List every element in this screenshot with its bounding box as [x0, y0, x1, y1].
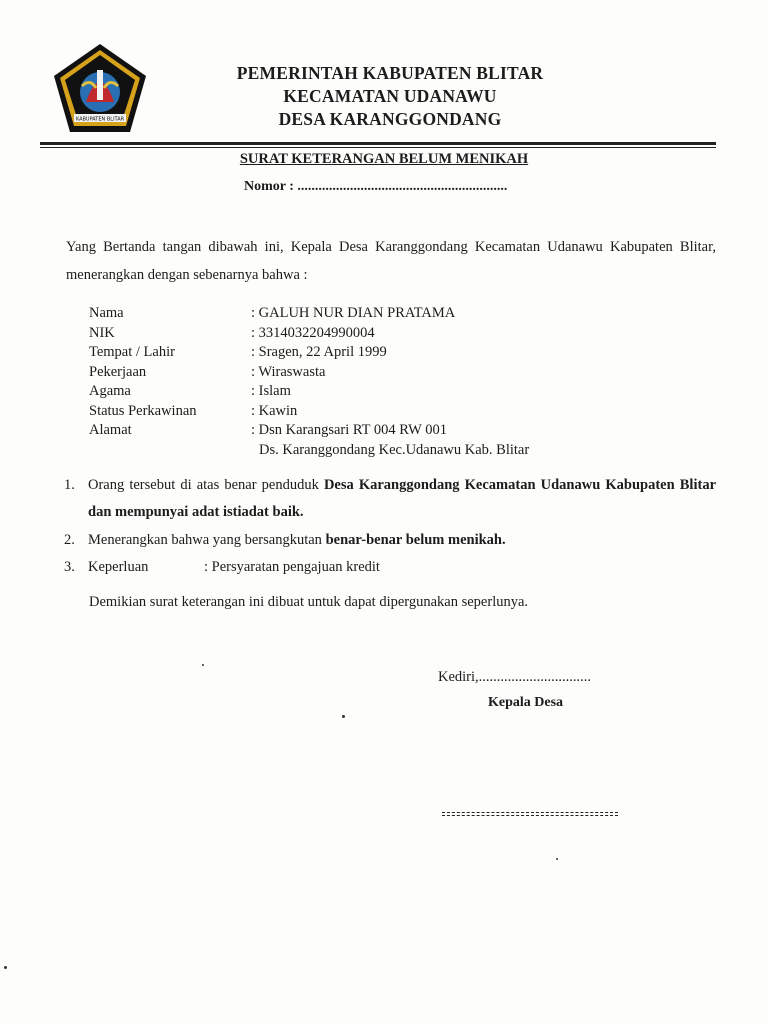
statement-list — [64, 472, 716, 581]
list-number: 2. — [64, 532, 75, 548]
purpose-value: : Persyaratan pengajuan kredit — [204, 559, 380, 575]
letterhead-line-3: DESA KARANGGONDANG — [278, 109, 502, 129]
list-item — [64, 527, 716, 554]
field-value: : Sragen, 22 April 1999 — [251, 344, 387, 360]
intro-paragraph: Yang Bertanda tangan dibawah ini, Kepala Desa Karanggondang Kecamatan Udanawu Kabupaten Blitar, menerangkan dengan sebenarnya bahwa : — [66, 239, 716, 283]
list-number: 1. — [64, 477, 75, 493]
letterhead — [190, 62, 590, 131]
field-value: : 3314032204990004 — [251, 324, 375, 341]
document-title-text: SURAT KETERANGAN BELUM MENIKAH — [239, 151, 529, 167]
scan-speck — [4, 966, 7, 969]
document-title — [0, 151, 768, 168]
place-date: Kediri,............................... — [438, 669, 592, 685]
field-value: : GALUH NUR DIAN PRATAMA — [251, 305, 456, 321]
statement-text: Orang tersebut di atas benar penduduk — [88, 477, 324, 493]
statement-text: Menerangkan bahwa yang bersangkutan — [88, 532, 326, 548]
field-label: Status Perkawinan — [89, 402, 197, 419]
letterhead-rule-thin — [40, 147, 716, 148]
letterhead-line-2: KECAMATAN UDANAWU — [283, 86, 497, 106]
document-number: Nomor : ............................................................ — [244, 179, 508, 194]
regency-emblem-icon — [52, 42, 148, 134]
signatory-position: Kepala Desa — [488, 695, 564, 710]
field-label: Pekerjaan — [89, 363, 147, 380]
field-value: : Islam — [251, 383, 291, 399]
list-item — [64, 554, 716, 581]
emblem-caption: KABUPATEN BLITAR — [75, 116, 125, 123]
statement-bold-text: benar-benar belum menikah. — [325, 532, 506, 548]
field-label: NIK — [89, 324, 115, 341]
closing-paragraph: Demikian surat keterangan ini dibuat untuk dapat dipergunakan seperlunya. — [89, 594, 529, 610]
letterhead-line-1: PEMERINTAH KABUPATEN BLITAR — [236, 63, 544, 83]
field-label: Agama — [89, 383, 131, 399]
field-value: Ds. Karanggondang Kec.Udanawu Kab. Blitar — [259, 441, 530, 458]
signature-line — [442, 812, 618, 816]
statement-bold-text: Desa Karanggondang Kecamatan Udanawu Kabupaten Blitar dan mempunyai adat istiadat baik. — [88, 477, 716, 520]
field-value: : Kawin — [251, 402, 298, 419]
field-value: : Dsn Karangsari RT 004 RW 001 — [251, 422, 447, 438]
field-label: Nama — [89, 305, 124, 321]
scan-speck — [556, 858, 558, 860]
list-item — [64, 472, 716, 526]
scan-speck — [342, 715, 345, 718]
field-label: Tempat / Lahir — [89, 344, 175, 360]
field-label: Alamat — [89, 422, 132, 438]
purpose-label: Keperluan — [88, 559, 149, 575]
scan-speck — [202, 664, 204, 666]
letterhead-rule-thick — [40, 142, 716, 145]
list-number: 3. — [64, 559, 75, 575]
field-value: : Wiraswasta — [251, 363, 326, 380]
